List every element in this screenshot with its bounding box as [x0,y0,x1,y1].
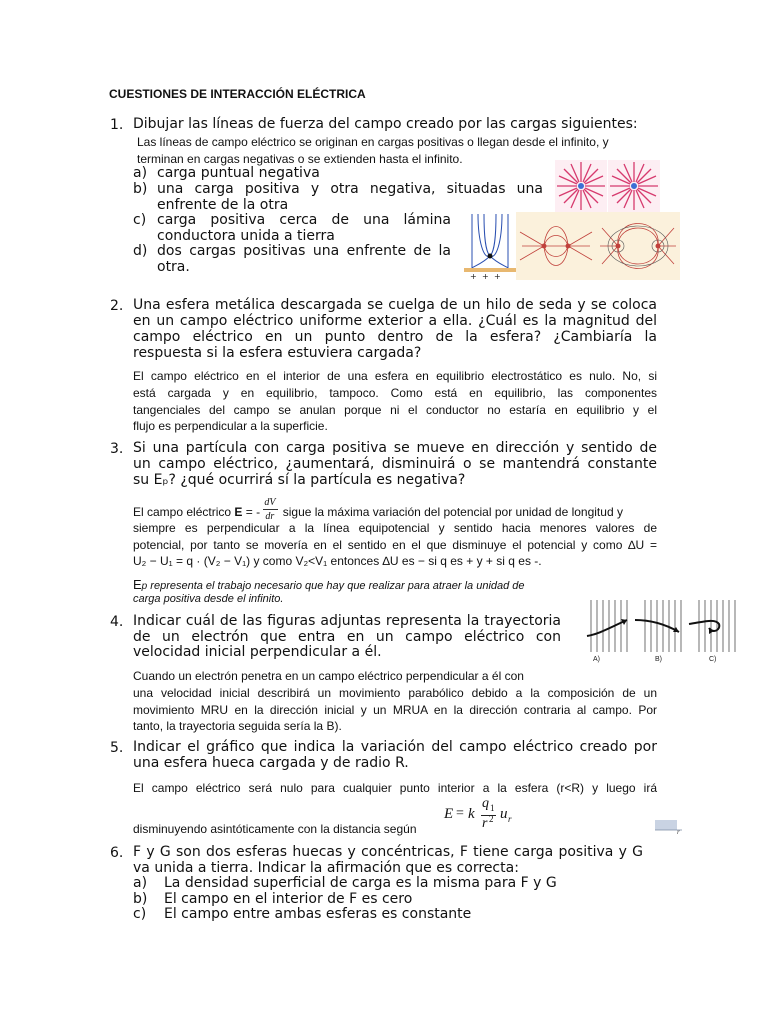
q1-text: Dibujar las líneas de fuerza del campo creado por las cargas siguientes: [133,116,638,132]
q1-option-c-text-2: conductora unida a tierra [157,228,335,244]
figure-label-c: C) [709,656,717,663]
q3-line-1: Si una partícula con carga positiva se mueve en dirección y sentido de [133,440,657,456]
q1-option-c-text: carga positiva cerca de una lámina [157,212,451,228]
q4-line-1: Indicar cuál de las figuras adjuntas representa la trayectoria [133,613,561,629]
q2-line-3: campo eléctrico en un punto dentro de la esfera? ¿Cambiaría la [133,329,657,345]
q1-answer-line-2: terminan en cargas negativas o se extienden hasta el infinito. [137,152,463,166]
q4-line-3: velocidad inicial perpendicular a él. [133,644,382,660]
svg-text:+: + [470,272,477,280]
q2-line-2: en un campo eléctrico uniforme exterior a ella. ¿Cuál es la magnitud del [133,313,657,329]
ep-definition-line-2: carga positiva desde el infinito. [133,593,284,605]
page-title: CUESTIONES DE INTERACCIÓN ELÉCTRICA [109,87,366,101]
q3-line-3: su Eₚ? ¿qué ocurrirá sí la partícula es negativa? [133,472,466,488]
q5-line-1: Indicar el gráfico que indica la variación del campo eléctrico creado por [133,739,657,755]
q6-option-c-label: c) [133,906,147,922]
negative-charge-field-figure-2 [608,160,660,212]
q6-option-a-label: a) [133,875,148,891]
q3-answer-line-2: siempre es perpendicular a la línea equipotencial y sentido hacia menores valores de [133,521,657,535]
q5-answer-line-2: disminuyendo asintóticamente con la distancia según [133,822,417,836]
q4-answer-line-1: Cuando un electrón penetra en un campo eléctrico perpendicular a él con [133,669,524,683]
q6-option-a-text: La densidad superficial de carga es la misma para F y G [164,875,557,891]
q1-answer-line-1: Las líneas de campo eléctrico se originan en cargas positivas o llegan desde el infinito, y [137,135,609,149]
q2-line-4: respuesta si la esfera estuviera cargada? [133,345,422,361]
q2-answer-line-3: tangenciales del campo se anulan porque ni el conductor no estaría en equilibrio y el [133,403,657,417]
dv-dr-fraction: $\frac{dV}{dr}$ [263,508,279,518]
dipole-field-figure [516,212,596,280]
two-positive-charges-figure [596,212,680,280]
q2-answer-line-2: está cargada y en equilibrio, tampoco. Como está en equilibrio, las componentes [133,386,657,400]
svg-text:+: + [482,272,489,280]
charge-near-plate-figure [464,212,516,280]
graph-axis-r-label: r [677,828,680,836]
electron-trajectories-figure [585,598,745,664]
q3-line-2: un campo eléctrico, ¿aumentará, disminuirá o se mantendrá constante [133,456,657,472]
q4-number: 4. [110,614,124,630]
q2-line-1: Una esfera metálica descargada se cuelga de un hilo de seda y se coloca [133,297,657,313]
q1-option-b-text: una carga positiva y otra negativa, situadas una [157,181,543,197]
q1-option-d-label: d) [133,243,148,259]
q6-option-b-text: El campo en el interior de F es cero [164,891,413,907]
q6-line-1: F y G son dos esferas huecas y concéntricas, F tiene carga positiva y G [133,844,643,860]
figure-label-a: A) [593,656,600,663]
q2-answer-line-4: flujo es perpendicular a la superficie. [133,419,328,433]
q1-option-d-text-2: otra. [157,259,190,275]
negative-charge-field-figure [555,160,607,212]
q5-line-2: una esfera hueca cargada y de radio R. [133,755,409,771]
q6-number: 6. [110,845,124,861]
q1-option-b-text-2: enfrente de la otra [157,197,289,213]
q2-number: 2. [110,298,124,314]
ep-definition-line-1: Ep representa el trabajo necesario que hay que realizar para atraer la unidad de [133,577,525,592]
q5-number: 5. [110,740,124,756]
q1-number: 1. [110,117,124,133]
q3-answer-line-4: U₂ − U₁ = q · (V₂ − V₁) y como V₂<V₁ entonces ∆U es − si q es + y + si q es -. [133,554,542,568]
q1-option-d-text: dos cargas positivas una enfrente de la [157,243,451,259]
q2-answer-line-1: El campo eléctrico en el interior de una esfera en equilibrio electrostático es nulo. No, si [133,369,657,383]
q1-option-a-text: carga puntual negativa [157,165,320,181]
q6-line-2: va unida a tierra. Indicar la afirmación que es correcta: [133,860,519,876]
q4-answer-line-3: movimiento MRU en la dirección inicial y un MRUA en la dirección contraria al campo. Por [133,703,657,717]
field-vector-symbol: E [234,505,243,519]
q3-answer-line-3: potencial, por tanto se movería en el sentido en el que disminuye el potencial y como ∆U = [133,538,657,552]
q6-option-c-text: El campo entre ambas esferas es constante [164,906,472,922]
q6-option-b-label: b) [133,891,148,907]
q1-option-c-label: c) [133,212,147,228]
q3-number: 3. [110,441,124,457]
q1-option-b-label: b) [133,181,148,197]
coulomb-field-formula: E = k q 1 r 2 u r [444,796,512,831]
q3-answer-line-1: El campo eléctrico E = - $\frac{dV}{dr}$ sigue la máxima variación del potencial por unidad de longitud y [133,496,623,522]
q4-answer-line-2: una velocidad inicial describirá un movimiento parabólico debido a la composición de un [133,686,657,700]
q4-line-2: de un electrón que entra en un campo eléctrico con [133,629,561,645]
svg-text:+: + [494,272,501,280]
q5-answer-line-1: El campo eléctrico será nulo para cualquier punto interior a la esfera (r<R) y luego irá [133,781,657,795]
q4-answer-line-4: tanto, la trayectoria seguida sería la B). [133,719,342,733]
q1-option-a-label: a) [133,165,148,181]
figure-label-b: B) [655,656,662,663]
